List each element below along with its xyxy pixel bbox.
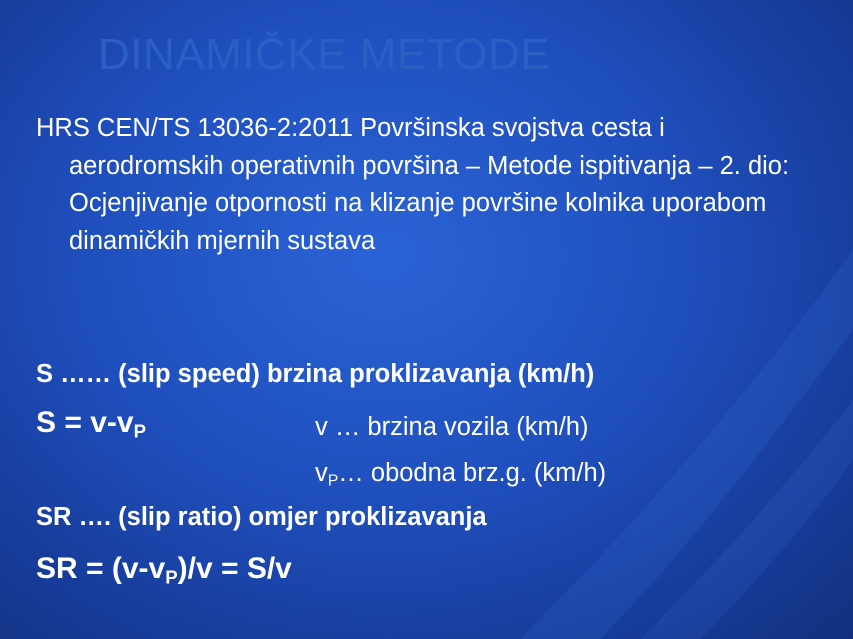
peripheral-speed-definition xyxy=(315,459,606,491)
standard-paragraph xyxy=(36,110,836,260)
formula-sr-suffix: )/v = S/v xyxy=(177,552,292,585)
formula-s xyxy=(36,406,146,443)
formula-s-subscript: P xyxy=(133,420,146,442)
vehicle-speed-definition: v … brzina vozila (km/h) xyxy=(315,413,589,441)
slip-speed-definition: S …… (slip speed) brzina proklizavanja (km/h) xyxy=(36,360,595,388)
paragraph-first-line: HRS CEN/TS 13036-2:2011 Površinska svojstva cesta i xyxy=(36,114,665,142)
formula-sr-prefix: SR = (v-v xyxy=(36,552,166,585)
vp-rest: … obodna brz.g. (km/h) xyxy=(338,459,607,487)
formula-s-lhs: S = v-v xyxy=(36,406,134,439)
vp-subscript: P xyxy=(327,472,339,490)
formula-sr xyxy=(36,552,292,589)
paragraph-continuation: aerodromskih operativnih površina – Metode ispitivanja – 2. dio: Ocjenjivanje otpornosti na klizanje površine kolnika uporabom dinamičkih mjernih sustava xyxy=(69,151,790,255)
slip-ratio-definition: SR …. (slip ratio) omjer proklizavanja xyxy=(36,503,487,531)
vp-prefix: v xyxy=(315,459,328,487)
formula-sr-subscript: P xyxy=(165,566,178,588)
slide-title: DINAMIČKE METODE xyxy=(98,30,551,79)
